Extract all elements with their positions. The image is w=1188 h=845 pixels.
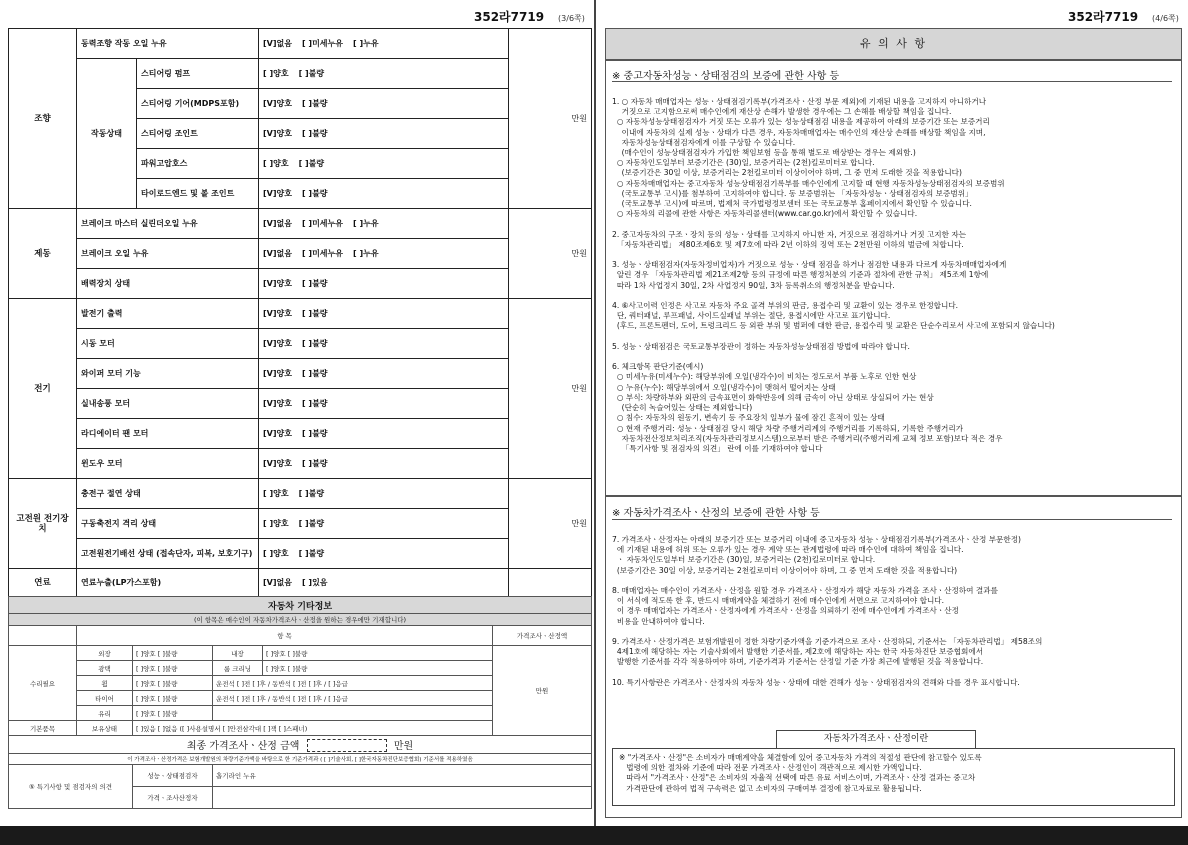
status-option[interactable]: [ ]누유 [353,219,379,228]
page-header [1068,8,1179,28]
price-cell: 만원 [509,209,592,299]
page-header [474,8,585,28]
status-options [259,29,509,59]
section1-body [606,97,1181,454]
status-option[interactable]: [V]양호 [263,279,292,288]
status-option[interactable]: [ ]누유 [353,249,379,258]
status-option[interactable]: [ ]불량 [301,99,328,108]
status-options [259,179,509,209]
status-options [259,119,509,149]
status-option[interactable]: [ ]불량 [301,189,328,198]
inspection-table [8,28,592,597]
opinion-label: ⑤ 특기사항 및 점검자의 의견 [9,765,133,809]
item-label: 스티어링 기어(MDPS포함) [137,89,259,119]
col-price-header: 가격조사ㆍ산정액 [493,626,592,646]
category-label: 전기 [9,299,77,479]
status-option[interactable]: [ ]양호 [263,159,289,168]
status-option[interactable]: [ ]누유 [353,39,379,48]
status-options [259,59,509,89]
status-option[interactable]: [V]없음 [263,39,292,48]
price-cell: 만원 [509,479,592,569]
price-definition-box [612,748,1175,806]
col-item-header: 항 목 [77,626,493,646]
inspection-row [9,269,592,299]
etc-row-label: 유리 [77,706,133,721]
status-option[interactable]: [ ]미세누유 [301,39,343,48]
section2-text: 7. 가격조사ㆍ산정자는 아래의 보증기간 또는 보증거리 이내에 중고자동차 성능ㆍ상태점검기록부(가격조사ㆍ산정 부문한정) 에 기재된 내용에 허위 또는 오류가 있는 경우 계약 또는 관계법령에 따라 매수인에 대하여 책임을 집니다. ㆍ 자동차인도일부터 보증기간은 (30)일, 보증거리는 (2천)킬로미터로 합니다. (보증기간은 30일 이상, 보증거리는 2천킬로미터 이상이어야 하며, 그 중 먼저 도래한 것을 적용합니다) 8. 매매업자는 매수인이 가격조사ㆍ산정을 원할 경우 가격조사ㆍ산정자가 해당 자동차 가격을 조사ㆍ산정하여 결과를 이 서식에 적도록 한 후, 반드시 매매계약을 체결하기 전에 매수인에게 서면으로 고지하여야 합니다. 이 경우 매매업자는 가격조사ㆍ산정자에게 가격조사ㆍ산정을 의뢰하기 전에 매수인에게 가격조사ㆍ산정 비용을 안내하여야 합니다. 9. 가격조사ㆍ산정가격은 보험개발원이 정한 차량기준가액을 기준가격으로 조사ㆍ산정하되, 기준서는 「자동차관리법」 제58조의 4제1호에 해당하는 자는 기술사회에서 발행한 기준서를, 제2호에 해당하는 자는 한국 자동차진단 보증협회에서 발행한 기준서를 각각 적용하여야 하며, 기준가격과 기준서는 산정일 기준 가장 최근에 발행된 것을 적용합니다. 10. 특기사항란은 가격조사ㆍ산정자의 자동차 성능ㆍ상태에 대한 견해가 성능ㆍ상태점검자의 견해와 다를 경우 표시합니다. [612,535,1043,687]
etc-row-label: 타이어 [77,691,133,706]
status-option[interactable]: [ ]불량 [301,459,328,468]
price-definition-text: ※ "가격조사ㆍ산정"은 소비자가 매매계약을 체결함에 있어 중고자동차 가격의 적절성 판단에 참고할수 있도록 법령에 의한 절차와 기준에 따라 전문 가격조사ㆍ산정인이 객관적으로 제시한 가액입니다. 따라서 "가격조사ㆍ산정"은 소비자의 자율적 선택에 따른 유료 서비스이며, 가격조사ㆍ산정 결과는 중고차 가격판단에 관하여 법적 구속력은 없고 소비자의 구매여부 결정에 참고자료로 활용됩니다. [619,753,982,793]
status-options [259,539,509,569]
status-option[interactable]: [V]없음 [263,249,292,258]
status-option[interactable]: [V]양호 [263,369,292,378]
status-options [259,449,509,479]
etc-row-label: 휠 [77,676,133,691]
item-label: 브레이크 마스터 실린더오일 누유 [77,209,259,239]
etc-price-cell: 만원 [493,646,592,736]
repair-needed-label: 수리필요 [9,646,77,721]
status-option[interactable]: [ ]양호 [263,489,289,498]
status-options [259,269,509,299]
category-label: 제동 [9,209,77,299]
etc-row-value: [ ]양호 [ ]불량 [133,691,213,706]
inspection-row [9,299,592,329]
price-inspector-opinion [213,787,592,809]
item-label: 고전원전기배선 상태 (접속단자, 피복, 보호기구) [77,539,259,569]
inspector-label: 성능ㆍ상태점검자 [133,765,213,787]
status-option[interactable]: [ ]불량 [298,489,325,498]
item-label: 윈도우 모터 [77,449,259,479]
status-options [259,299,509,329]
item-label: 와이퍼 모터 기능 [77,359,259,389]
etc-row-value: 운전석 [ ]전 [ ]후 / 동반석 [ ]전 [ ]후 / [ ]응급 [213,691,493,706]
price-definition-title: 자동차가격조사ㆍ산정이란 [776,730,976,748]
inspection-row [9,59,592,89]
status-option[interactable]: [V]양호 [263,129,292,138]
final-price-boxes [307,739,387,752]
inspection-row [9,539,592,569]
item-label: 타이로드엔드 및 볼 조인트 [137,179,259,209]
section2-rule [612,519,1172,520]
etc-row-label: 룸 크리닝 [213,661,263,676]
status-options [259,149,509,179]
etc-blank [9,626,77,646]
item-label: 배력장치 상태 [77,269,259,299]
etc-row-value: [ ]양호 [ ]불량 [133,646,213,661]
status-option[interactable]: [V]양호 [263,309,292,318]
inspection-row [9,509,592,539]
performance-warranty-section [605,60,1182,496]
status-option[interactable]: [ ]불량 [301,399,328,408]
status-options [259,569,509,597]
item-label: 실내송풍 모터 [77,389,259,419]
status-options [259,419,509,449]
item-label: 브레이크 오일 누유 [77,239,259,269]
inspection-row [9,239,592,269]
item-label: 발전기 출력 [77,299,259,329]
etc-row-label: 외장 [77,646,133,661]
item-label: 스티어링 펌프 [137,59,259,89]
inspection-row [9,389,592,419]
inspection-row [9,209,592,239]
etc-row-label: 광택 [77,661,133,676]
status-option[interactable]: [ ]불량 [301,429,328,438]
status-option[interactable]: [ ]불량 [298,159,325,168]
status-option[interactable]: [ ]불량 [301,279,328,288]
vehicle-other-info-table [8,596,592,809]
status-option[interactable]: [V]양호 [263,399,292,408]
item-label: 라디에이터 팬 모터 [77,419,259,449]
price-cell: 만원 [509,29,592,209]
status-options [259,239,509,269]
inspection-row [9,329,592,359]
status-options [259,389,509,419]
final-price-label: 최종 가격조사ㆍ산정 금액 [186,740,300,752]
section1-text: 1. ○ 자동차 매매업자는 성능ㆍ상태점검기록부(가격조사ㆍ산정 부문 제외)에 기재된 내용을 고지하지 아니하거나 거짓으로 고지함으로써 매수인에게 재산상 손해가 발생한 경우에는 그 손해를 배상할 책임을 집니다. ○ 자동차성능상태점검자가 거짓 또는 오류가 있는 성능상태점검 내용을 제공하여 아래의 보증기간 또는 보증거리 이내에 자동차의 실제 성능ㆍ상태가 다른 경우, 자동차매매업자는 매수인의 재산상 손해를 배상할 책임을 지며, 자동차성능상태점검자에게 이를 구상할 수 있습니다. (매수인이 성능상태점검자가 가입한 책임보험 등을 통해 별도로 배상받는 경우는 제외함.) ○ 자동차인도일부터 보증기간은 (30)일, 보증거리는 (2천)킬로미터로 합니다. (보증기간은 30일 이상, 보증거리는 2천킬로미터 이상이어야 하며, 그 중 먼저 도래한 것을 적용합니다) ○ 자동차매매업자는 중고자동차 성능상태점검기록부를 매수인에게 고지할 때 현행 자동차성능상태점검자의 보증범위 (국토교통부 고시)를 첨부하여 고지하여야 합니다. 동 보증범위는 「자동차성능ㆍ상태점검자의 보증범위」 (국토교통부 고시)에 따르며, 법제처 국가법령정보센터 또는 국토교통부 홈페이지에서 확인할 수 있습니다. ○ 자동차의 리콜에 관한 사항은 자동차리콜센터(www.car.go.kr)에서 확인할 수 있습니다. 2. 중고자동차의 구조ㆍ장치 등의 성능ㆍ상태를 고지하지 아니한 자, 거짓으로 점검하거나 거짓 고지한 자는 「자동차관리법」 제80조제6호 및 제7호에 따라 2년 이하의 징역 또는 2천만원 이하의 벌금에 처합니다. 3. 성능ㆍ상태점검자(자동차정비업자)가 거짓으로 성능ㆍ상태 점검을 하거나 점검한 내용과 다르게 자동차매매업자에게 알린 경우 「자동차관리법 제21조제2항 등의 규정에 따른 행정처분의 기준과 절차에 관한 규칙」 제5조제 1항에 따라 1차 사업정지 30일, 2차 사업정지 90일, 3차 등록취소의 행정처분을 받습니다. 4. ⑥사고이력 인정은 사고로 자동차 주요 골격 부위의 판금, 용접수리 및 교환이 있는 경우로 한정합니다. 단, 쿼터패널, 루프패널, 사이드실패널 부위는 절단, 용접시에만 사고로 표기합니다. (후드, 프론트펜더, 도어, 트렁크리드 등 외판 부위 및 범퍼에 대한 판금, 용접수리 및 교환은 단순수리로서 사고에 포함되지 않습니다) 5. 성능ㆍ상태점검은 국토교통부장관이 정하는 자동차성능상태점검 방법에 따라야 합니다. 6. 체크항목 판단기준(예시) ○ 미세누유(미세누수): 해당부위에 오일(냉각수)이 비치는 정도로서 부품 노후로 인한 현상 ○ 누유(누수): 해당부위에서 오일(냉각수)이 맺혀서 떨어지는 상태 ○ 부식: 차량하부와 외판의 금속표면이 화학반응에 의해 금속이 아닌 상태로 상실되어 가는 현상 (단순히 녹슬어있는 상태는 제외합니다) ○ 침수: 자동차의 원동기, 변속기 등 주요장치 일부가 물에 잠긴 흔적이 있는 상태 ○ 현재 주행거리: 성능ㆍ상태점검 당시 해당 차량 주행거리계의 주행거리를 기록하되, 기록한 주행거리가 자동차전산정보처리조직(자동차관리정보시스템)으로부터 받은 주행거리(주행거리계 교체 정보 포함)보다 적은 경우 「특기사항 및 점검자의 의견」 란에 이를 기재하여야 합니다 [612,97,1055,453]
etc-row-label: 내장 [213,646,263,661]
category-label: 연료 [9,569,77,597]
status-option[interactable]: [ ]미세누유 [301,249,343,258]
status-option[interactable]: [ ]불량 [298,519,325,528]
bottom-bar [0,826,1188,845]
etc-row-value: [ ]양호 [ ]불량 [133,676,213,691]
status-option[interactable]: [ ]불량 [298,69,325,78]
status-options [259,359,509,389]
section1-rule [612,81,1172,82]
inspection-row [9,419,592,449]
etc-row-value: [ ]있음 [ ]없음 ([ ]사용설명서 [ ]안전삼각대 [ ]잭 [ ]스패너) [133,721,493,736]
registration-number: 352라7719 [1068,10,1139,24]
status-options [259,209,509,239]
inspection-row [9,359,592,389]
section1-title: ※ 중고자동차성능ㆍ상태점검의 보증에 관한 사항 등 [612,71,840,82]
etc-title: 자동차 기타정보 [9,597,592,614]
status-option[interactable]: [ ]양호 [263,519,289,528]
item-label: 연료누출(LP가스포함) [77,569,259,597]
etc-row-value [213,706,493,721]
inspection-row [9,479,592,509]
etc-row-value: [ ]양호 [ ]불량 [263,646,493,661]
status-option[interactable]: [ ]양호 [263,69,289,78]
category-label: 조향 [9,29,77,209]
price-cell [509,569,592,597]
status-option[interactable]: [ ]불량 [301,369,328,378]
notice-title: 유 의 사 항 [605,28,1182,60]
item-label: 동력조향 작동 오일 누유 [77,29,259,59]
price-inspector-label: 가격ㆍ조사산정자 [133,787,213,809]
etc-subtitle: (이 항목은 매수인이 자동차가격조사ㆍ산정을 원하는 경우에만 기재합니다) [9,614,592,626]
status-option[interactable]: [ ]불량 [301,309,328,318]
status-options [259,329,509,359]
final-price-row [9,736,592,754]
etc-row-value: 운전석 [ ]전 [ ]후 / 동반석 [ ]전 [ ]후 / [ ]응급 [213,676,493,691]
status-option[interactable]: [V]양호 [263,429,292,438]
status-option[interactable]: [ ]양호 [263,549,289,558]
inspection-row [9,569,592,597]
price-warranty-section [605,496,1182,818]
status-option[interactable]: [ ]불량 [301,339,328,348]
status-option[interactable]: [V]양호 [263,189,292,198]
status-option[interactable]: [V]양호 [263,459,292,468]
status-option[interactable]: [V]양호 [263,339,292,348]
etc-row-label: 보유상태 [77,721,133,736]
status-options [259,509,509,539]
inspection-row [9,449,592,479]
item-label: 스티어링 조인트 [137,119,259,149]
basic-items-label: 기본품목 [9,721,77,736]
section2-title: ※ 자동차가격조사ㆍ산정의 보증에 관한 사항 등 [612,508,820,519]
item-label: 구동축전지 격리 상태 [77,509,259,539]
price-cell: 만원 [509,299,592,479]
item-label: 파워고압호스 [137,149,259,179]
category-label: 고전원 전기장치 [9,479,77,569]
status-option[interactable]: [ ]있음 [301,578,328,587]
final-price-note: 이 가격조사ㆍ산정가격은 보험개발원의 차량기준가액을 바탕으로 한 기준가격과 ( [ ]기술사회, [ ]한국자동차진단보증협회) 기준서를 적용하였음 [9,754,592,765]
status-option[interactable]: [V]양호 [263,99,292,108]
etc-row-value: [ ]양호 [ ]불량 [263,661,493,676]
status-option[interactable]: [V]없음 [263,219,292,228]
status-options [259,479,509,509]
status-option[interactable]: [ ]불량 [298,549,325,558]
item-label: 시동 모터 [77,329,259,359]
inspection-row [9,29,592,59]
item-label: 충전구 절연 상태 [77,479,259,509]
status-option[interactable]: [ ]불량 [301,129,328,138]
status-option[interactable]: [V]없음 [263,578,292,587]
registration-number: 352라7719 [474,10,545,24]
etc-row-value: [ ]양호 [ ]불량 [133,661,213,676]
final-price-unit: 만원 [393,740,414,752]
inspector-opinion: 흡기라인 누유 [213,765,592,787]
status-options [259,89,509,119]
section2-body [606,535,1181,688]
page-number: (3/6쪽) [558,14,585,23]
status-option[interactable]: [ ]미세누유 [301,219,343,228]
page-number: (4/6쪽) [1152,14,1179,23]
subcategory-label: 작동상태 [77,59,137,209]
etc-row-value: [ ]양호 [ ]불량 [133,706,213,721]
